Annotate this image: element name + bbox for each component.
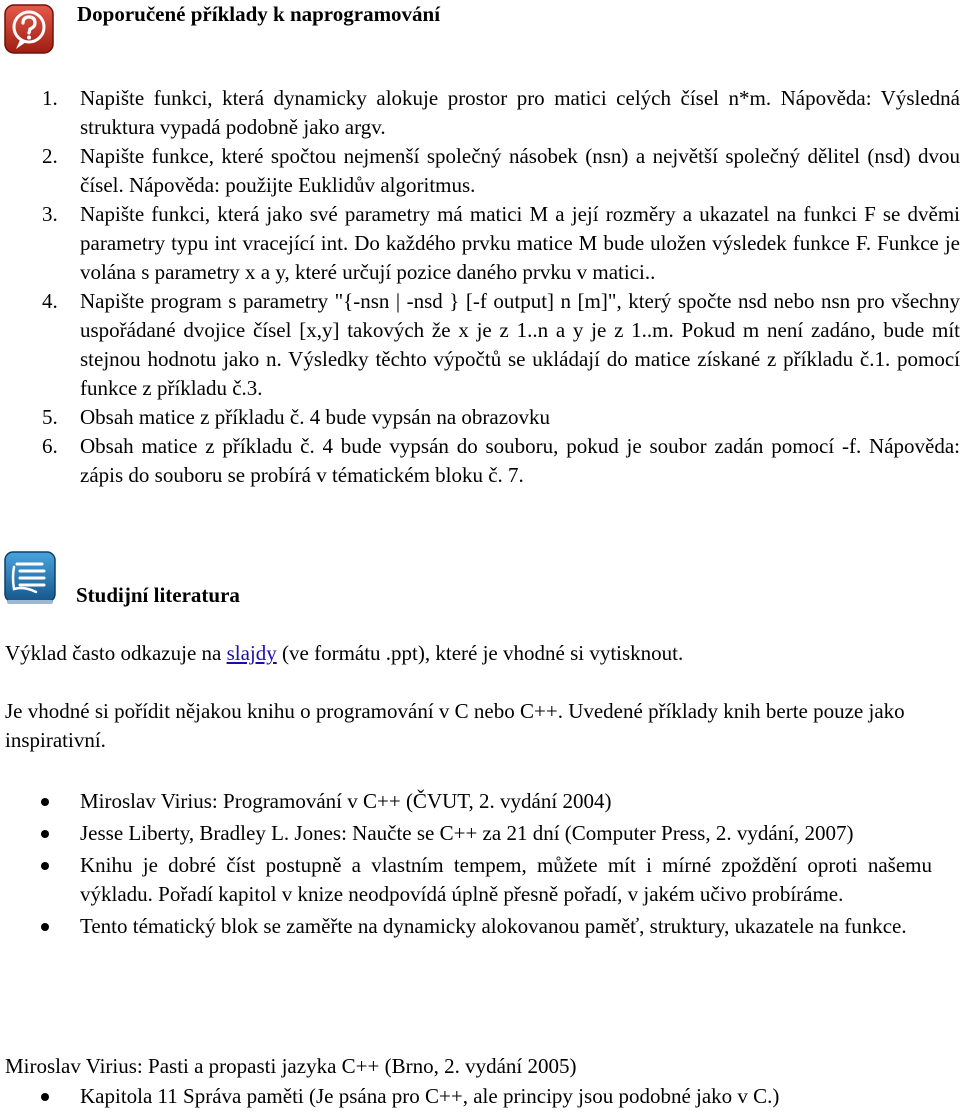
book-entry: Knihu je dobré číst postupně a vlastním tempem, můžete mít i mírné zpoždění oproti našemu výkladu. Pořadí kapitol v knize neodpovídá úplně přesně pořadí, v jakém učivo probíráme. [80,853,932,906]
list-item [0,912,960,941]
book-list-icon [4,551,56,605]
book-entry: Miroslav Virius: Programování v C++ (ČVUT, 2. vydání 2004) [80,789,612,813]
list-item [0,287,960,403]
second-book-list [0,1082,960,1114]
intro-paragraph [5,639,955,668]
item-number: 1. [42,86,58,110]
item-text: Obsah matice z příkladu č. 4 bude vypsán do souboru, pokud je soubor zadán pomocí -f. Nápověda: zápis do souboru se probírá v tématickém bloku č. 7. [80,434,960,487]
bullet-icon [41,923,49,931]
list-item [0,851,960,909]
item-text: Napište program s parametry "{-nsn | -nsd } [-f output] n [m]", který spočte nsd nebo nsn pro všechny uspořádané dvojice čísel [x,y] takových že x je z 1..n a y je z 1..m. Pokud m není zadáno, bude mít stejnou hodnotu jako n. Výsledky těchto výpočtů se ukládají do matice získané z příkladu č.1. pomocí funkce z příkladu č.3. [80,289,960,400]
advice-paragraph: Je vhodné si pořídit nějakou knihu o programování v C nebo C++. Uvedené příklady knih berte pouze jako inspirativní. [5,699,905,752]
list-item [0,432,960,490]
book-list [0,787,960,944]
question-mark-icon [4,4,54,54]
list-item [0,403,960,432]
item-number: 6. [42,434,58,458]
second-book-title: Miroslav Virius: Pasti a propasti jazyka C++ (Brno, 2. vydání 2005) [5,1054,577,1078]
list-item [0,142,960,200]
item-text: Obsah matice z příkladu č. 4 bude vypsán na obrazovku [80,405,551,429]
list-item [0,200,960,287]
item-number: 3. [42,202,58,226]
slides-link[interactable]: slajdy [226,641,277,665]
item-text: Napište funkci, která dynamicky alokuje prostor pro matici celých čísel n*m. Nápověda: Výsledná struktura vypadá podobně jako argv. [80,86,960,139]
section-title-literature: Studijní literatura [76,583,240,607]
book-entry: Tento tématický blok se zaměřte na dynamicky alokovanou paměť, struktury, ukazatele na funkce. [80,914,907,938]
section-title-examples: Doporučené příklady k naprogramování [77,2,441,26]
item-number: 5. [42,405,58,429]
bullet-icon [41,798,49,806]
list-item [0,819,960,848]
item-text: Napište funkci, která jako své parametry má matici M a její rozměry a ukazatel na funkci F se dvěmi parametry typu int vracející int. Do každého prvku matice M bude uložen výsledek funkce F. Funkce je volána s parametry x a y, které určují pozice daného prvku v matici.. [80,202,960,284]
list-item [0,787,960,816]
task-list [0,84,960,490]
book-entry: Jesse Liberty, Bradley L. Jones: Naučte se C++ za 21 dní (Computer Press, 2. vydání, 2007) [80,821,854,845]
list-item [0,1082,960,1111]
bullet-icon [41,830,49,838]
item-text: Napište funkce, které spočtou nejmenší společný násobek (nsn) a největší společný dělitel (nsd) dvou čísel. Nápověda: použijte Euklidův algoritmus. [80,144,960,197]
item-number: 2. [42,144,58,168]
list-item [0,84,960,142]
intro-text-after: (ve formátu .ppt), které je vhodné si vytisknout. [276,641,684,665]
book-entry: Kapitola 11 Správa paměti (Je psána pro C++, ale principy jsou podobné jako v C.) [80,1084,780,1108]
bullet-icon [41,1093,49,1101]
intro-text-before: Výklad často odkazuje na [5,641,227,665]
bullet-icon [41,862,49,870]
item-number: 4. [42,289,58,313]
